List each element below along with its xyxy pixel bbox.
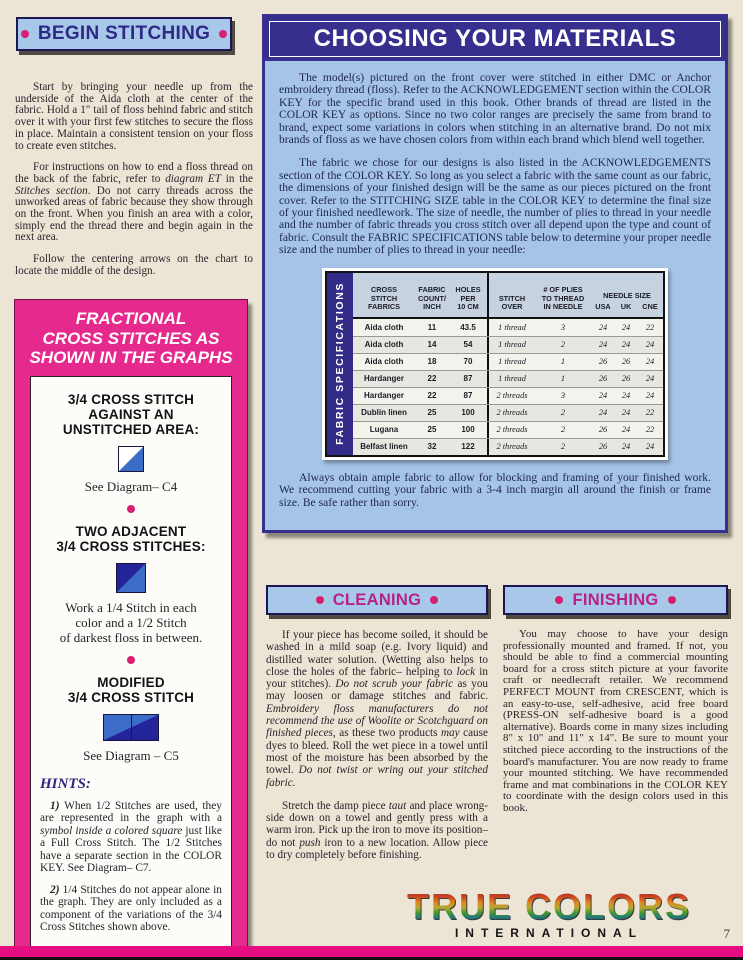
cell-needle-uk: 24 <box>621 340 631 350</box>
stitch-diagram-34-unstitched-icon <box>118 446 144 472</box>
table-row <box>353 438 663 455</box>
cell-needle-cne: 22 <box>645 408 655 418</box>
cell-fabric: Lugana <box>369 425 399 435</box>
paragraph: The fabric we chose for our designs is also listed in the ACKNOWLEDGEMENTS section of the COLOR KEY. So long as you select a fabric with the same count as our fabric, the dimensions of your finished design will be the same as our pieces pictured on the front cover. Refer to the STITCHING SIZE table in the COLOR KEY to determine the final size of your finished needlework. The size of needle, the number of plies to thread in your needle and the number of fabric threads you cross stitch over all depend upon the type and count of fabric. Consult the FABRIC SPECIFICATIONS table below to determine your proper needle size and the number of plies to thread in your needle: <box>279 156 711 257</box>
cell-plies: 3 <box>560 322 566 332</box>
stitch-diagram-modified-icon <box>103 714 159 741</box>
cell-plies: 1 <box>560 357 566 367</box>
finishing-section <box>503 585 728 825</box>
cell-stitch-over: 2 threads <box>496 408 528 418</box>
table-row <box>353 404 663 421</box>
separator-dot-icon <box>127 656 135 664</box>
cell-needle-usa: 26 <box>598 442 608 452</box>
cell-count: 25 <box>427 425 437 435</box>
bullet-dot-icon <box>219 30 227 38</box>
column-header: HOLES PER 10 CM <box>455 285 481 312</box>
stitch-diagram-two-adjacent-icon <box>116 563 146 593</box>
cell-holes: 70 <box>463 357 473 367</box>
begin-stitching-title: BEGIN STITCHING <box>37 23 211 44</box>
section-heading: 3/4 CROSS STITCH AGAINST AN UNSTITCHED AREA: <box>62 391 200 437</box>
cell-count: 14 <box>427 340 437 350</box>
cell-needle-uk: 24 <box>621 391 631 401</box>
cell-needle-uk: 24 <box>621 408 631 418</box>
cell-count: 11 <box>427 322 437 332</box>
hint-paragraph: 2) 1/4 Stitches do not appear alone in the graph. They are only included as a component of the variations of the 3/4 Cross Stitches shown above. <box>40 883 222 933</box>
true-colors-logo <box>406 886 691 940</box>
section-heading: MODIFIED 3/4 CROSS STITCH <box>67 674 195 705</box>
cleaning-section <box>266 585 488 872</box>
column-header: CROSS STITCH FABRICS <box>367 285 401 312</box>
section-heading: TWO ADJACENT 3/4 CROSS STITCHES: <box>56 523 206 554</box>
cell-plies: 3 <box>560 391 566 401</box>
paragraph: The model(s) pictured on the front cover were stitched in either DMC or Anchor embroidery thread (floss). Refer to the ACKNOWLEDGEMENT section within the COLOR KEY for the specific brand used in this book. Other brands of thread are listed in the COLOR KEY as options. Since no two color ranges are precisely the same from brand to brand, expect some variations in colors when stitching in an alternative brand. Do not mix brands of floss as we have chosen colors from within each brand which blend well together. <box>279 71 711 147</box>
cell-fabric: Aida cloth <box>364 357 404 367</box>
cleaning-text <box>266 629 488 861</box>
cell-fabric: Belfast linen <box>360 442 408 452</box>
choosing-materials-panel <box>262 14 728 533</box>
cell-needle-usa: 26 <box>598 425 608 435</box>
cell-fabric: Aida cloth <box>364 340 404 350</box>
fabric-specifications-table <box>322 268 668 460</box>
table-row <box>353 421 663 438</box>
cell-stitch-over: 2 threads <box>496 442 528 452</box>
bullet-dot-icon <box>21 30 29 38</box>
column-header: # OF PLIES TO THREAD IN NEEDLE <box>541 285 585 312</box>
cell-needle-usa: 26 <box>598 374 608 384</box>
fractional-panel-body <box>30 376 232 952</box>
cell-stitch-over: 2 threads <box>496 425 528 435</box>
finishing-text <box>503 629 728 815</box>
column-header: STITCH OVER <box>498 293 526 312</box>
cell-count: 22 <box>427 391 437 401</box>
table-row <box>353 387 663 404</box>
cell-needle-uk: 24 <box>621 322 631 332</box>
cell-needle-cne: 22 <box>645 425 655 435</box>
cell-count: 22 <box>427 374 437 384</box>
cell-count: 32 <box>427 442 437 452</box>
table-row <box>353 319 663 336</box>
begin-stitching-text <box>15 82 253 288</box>
logo-wordmark: TRUE COLORS <box>406 886 691 927</box>
cell-holes: 87 <box>463 391 473 401</box>
choosing-materials-title: CHOOSING YOUR MATERIALS <box>313 25 677 52</box>
bullet-dot-icon <box>316 596 324 604</box>
table-header <box>353 273 663 319</box>
paragraph: Stretch the damp piece taut and place wrong-side down on a towel and gently press with a warm iron. Pick up the iron to move its position– do not push iron to a new location. Allow piece to dry completely before finishing. <box>266 799 488 862</box>
column-header: UK <box>620 302 632 312</box>
begin-stitching-header <box>16 17 232 51</box>
cell-holes: 100 <box>461 408 475 418</box>
cell-needle-cne: 22 <box>645 322 655 332</box>
paragraph: For instructions on how to end a floss thread on the back of the fabric, refer to diagram ET in the Stitches section. Do not carry threads across the unworked areas of fabric because they show through on the front. When you finish an area with a color, simply end the thread there and begin again in the next area. <box>15 161 253 244</box>
cleaning-header <box>266 585 488 615</box>
paragraph: If your piece has become soiled, it should be washed in a mild soap (e.g. Ivory liquid) and distilled water solution. (Wetting also helps to close the holes of the fabric– helping to lock in your stitches). Do not scrub your fabric as you may loosen or damage stitches and fabric. Embroidery floss manufacturers do not recommend the use of Woolite or Scotchguard on finished pieces, as these two products may cause dyes to bleed. Roll the wet piece in a towel until most of the moisture has been absorbed by the towel. Do not twist or wring out your stitched fabric. <box>266 629 489 789</box>
cell-needle-uk: 26 <box>621 374 631 384</box>
cell-needle-cne: 24 <box>645 442 655 452</box>
table-body <box>353 319 663 455</box>
cell-needle-uk: 26 <box>621 357 631 367</box>
cell-fabric: Dublin linen <box>361 408 407 418</box>
cell-needle-usa: 26 <box>598 357 608 367</box>
cell-holes: 54 <box>463 340 473 350</box>
cell-needle-usa: 24 <box>598 391 608 401</box>
fractional-stitches-panel <box>14 299 248 960</box>
cell-fabric: Hardanger <box>363 374 404 384</box>
cell-needle-cne: 24 <box>645 391 655 401</box>
needle-size-header-group <box>591 273 663 317</box>
column-header: USA <box>595 302 611 312</box>
cell-needle-uk: 24 <box>621 425 631 435</box>
diagram-caption: Work a 1/4 Stitch in each color and a 1/2 Stitch of darkest floss in between. <box>59 599 203 645</box>
cell-stitch-over: 1 thread <box>498 357 526 367</box>
cell-holes: 122 <box>461 442 475 452</box>
finishing-title: FINISHING <box>572 590 659 609</box>
cell-count: 25 <box>427 408 437 418</box>
table-side-label: FABRIC SPECIFICATIONS <box>327 273 353 455</box>
column-header: CNE <box>642 302 658 312</box>
paragraph: You may choose to have your design professionally mounted and framed. If not, you should be able to find a commercial mounting board for a cross stitch picture at your favorite craft or needlecraft retailer. We recommend PERFECT MOUNT from CRESCENT, which is an easy-to-use, self-adhesive, acid free board (PRESS-ON self-adhesive board is a good alternative). Boards come in many sizes including 8" x 10" and 11" x 14". Be sure to mount your stitched piece according to the instructions of the board's manufacturer. You are now ready to frame your mounted stitching. We have recommended frame and mat combinations in the COLOR KEY to coordinate with the design colors used in this book. <box>503 628 728 814</box>
cell-stitch-over: 1 thread <box>498 340 526 350</box>
diagram-caption: See Diagram – C5 <box>83 747 179 763</box>
finishing-header <box>503 585 728 615</box>
cell-fabric: Aida cloth <box>364 322 404 332</box>
footer-accent-bar <box>0 946 743 957</box>
bullet-dot-icon <box>668 596 676 604</box>
column-header: NEEDLE SIZE <box>603 291 651 301</box>
diagram-caption: See Diagram– C4 <box>84 478 178 494</box>
paragraph: Always obtain ample fabric to allow for blocking and framing of your finished work. We recommend cutting your fabric with a 3-4 inch margin all around the finish or frame size. Be safe rather than sorry. <box>279 470 711 509</box>
hints-title: HINTS: <box>40 775 91 792</box>
cell-needle-usa: 24 <box>598 340 608 350</box>
cell-stitch-over: 1 thread <box>498 374 526 384</box>
cell-plies: 1 <box>560 374 566 384</box>
paragraph: Start by bringing your needle up from the underside of the Aida cloth at the center of the fabric. Hold a 1" tail of floss behind fabric and stitch over it with your first few stitches to secure the floss in place. Maintain a consistent tension on your floss to create even stitches. <box>15 81 253 152</box>
cell-needle-cne: 24 <box>645 374 655 384</box>
table-row <box>353 353 663 370</box>
cleaning-title: CLEANING <box>332 590 422 609</box>
page-number: 7 <box>723 926 730 941</box>
cell-holes: 43.5 <box>460 322 476 332</box>
cell-holes: 100 <box>461 425 475 435</box>
column-header: FABRIC COUNT/ INCH <box>418 285 446 312</box>
cell-plies: 2 <box>560 425 566 435</box>
cell-needle-uk: 24 <box>621 442 631 452</box>
logo-subtitle: INTERNATIONAL <box>454 926 644 940</box>
cell-fabric: Hardanger <box>363 391 404 401</box>
cell-count: 18 <box>427 357 437 367</box>
choosing-materials-body <box>265 61 725 530</box>
cell-stitch-over: 2 threads <box>496 391 528 401</box>
paragraph: Follow the centering arrows on the chart to locate the middle of the design. <box>15 253 253 277</box>
cell-plies: 2 <box>560 442 566 452</box>
bullet-dot-icon <box>555 596 563 604</box>
table-row <box>353 370 663 387</box>
hint-paragraph: 1) When 1/2 Stitches are used, they are represented in the graph with a symbol inside a colored square just like a Full Cross Stitch. The 1/2 Stitches have a separate section in the COLOR KEY. See Diagram– C7. <box>40 799 222 874</box>
cell-needle-usa: 24 <box>598 408 608 418</box>
cell-needle-usa: 24 <box>598 322 608 332</box>
cell-plies: 2 <box>560 340 566 350</box>
choosing-materials-header <box>265 17 725 61</box>
cell-holes: 87 <box>463 374 473 384</box>
cell-stitch-over: 1 thread <box>498 322 526 332</box>
cell-needle-cne: 24 <box>645 340 655 350</box>
bullet-dot-icon <box>430 596 438 604</box>
fractional-panel-title: FRACTIONAL CROSS STITCHES AS SHOWN IN THE GRAPHS <box>29 309 233 367</box>
cell-plies: 2 <box>560 408 566 418</box>
table-row <box>353 336 663 353</box>
separator-dot-icon <box>127 505 135 513</box>
cell-needle-cne: 24 <box>645 357 655 367</box>
